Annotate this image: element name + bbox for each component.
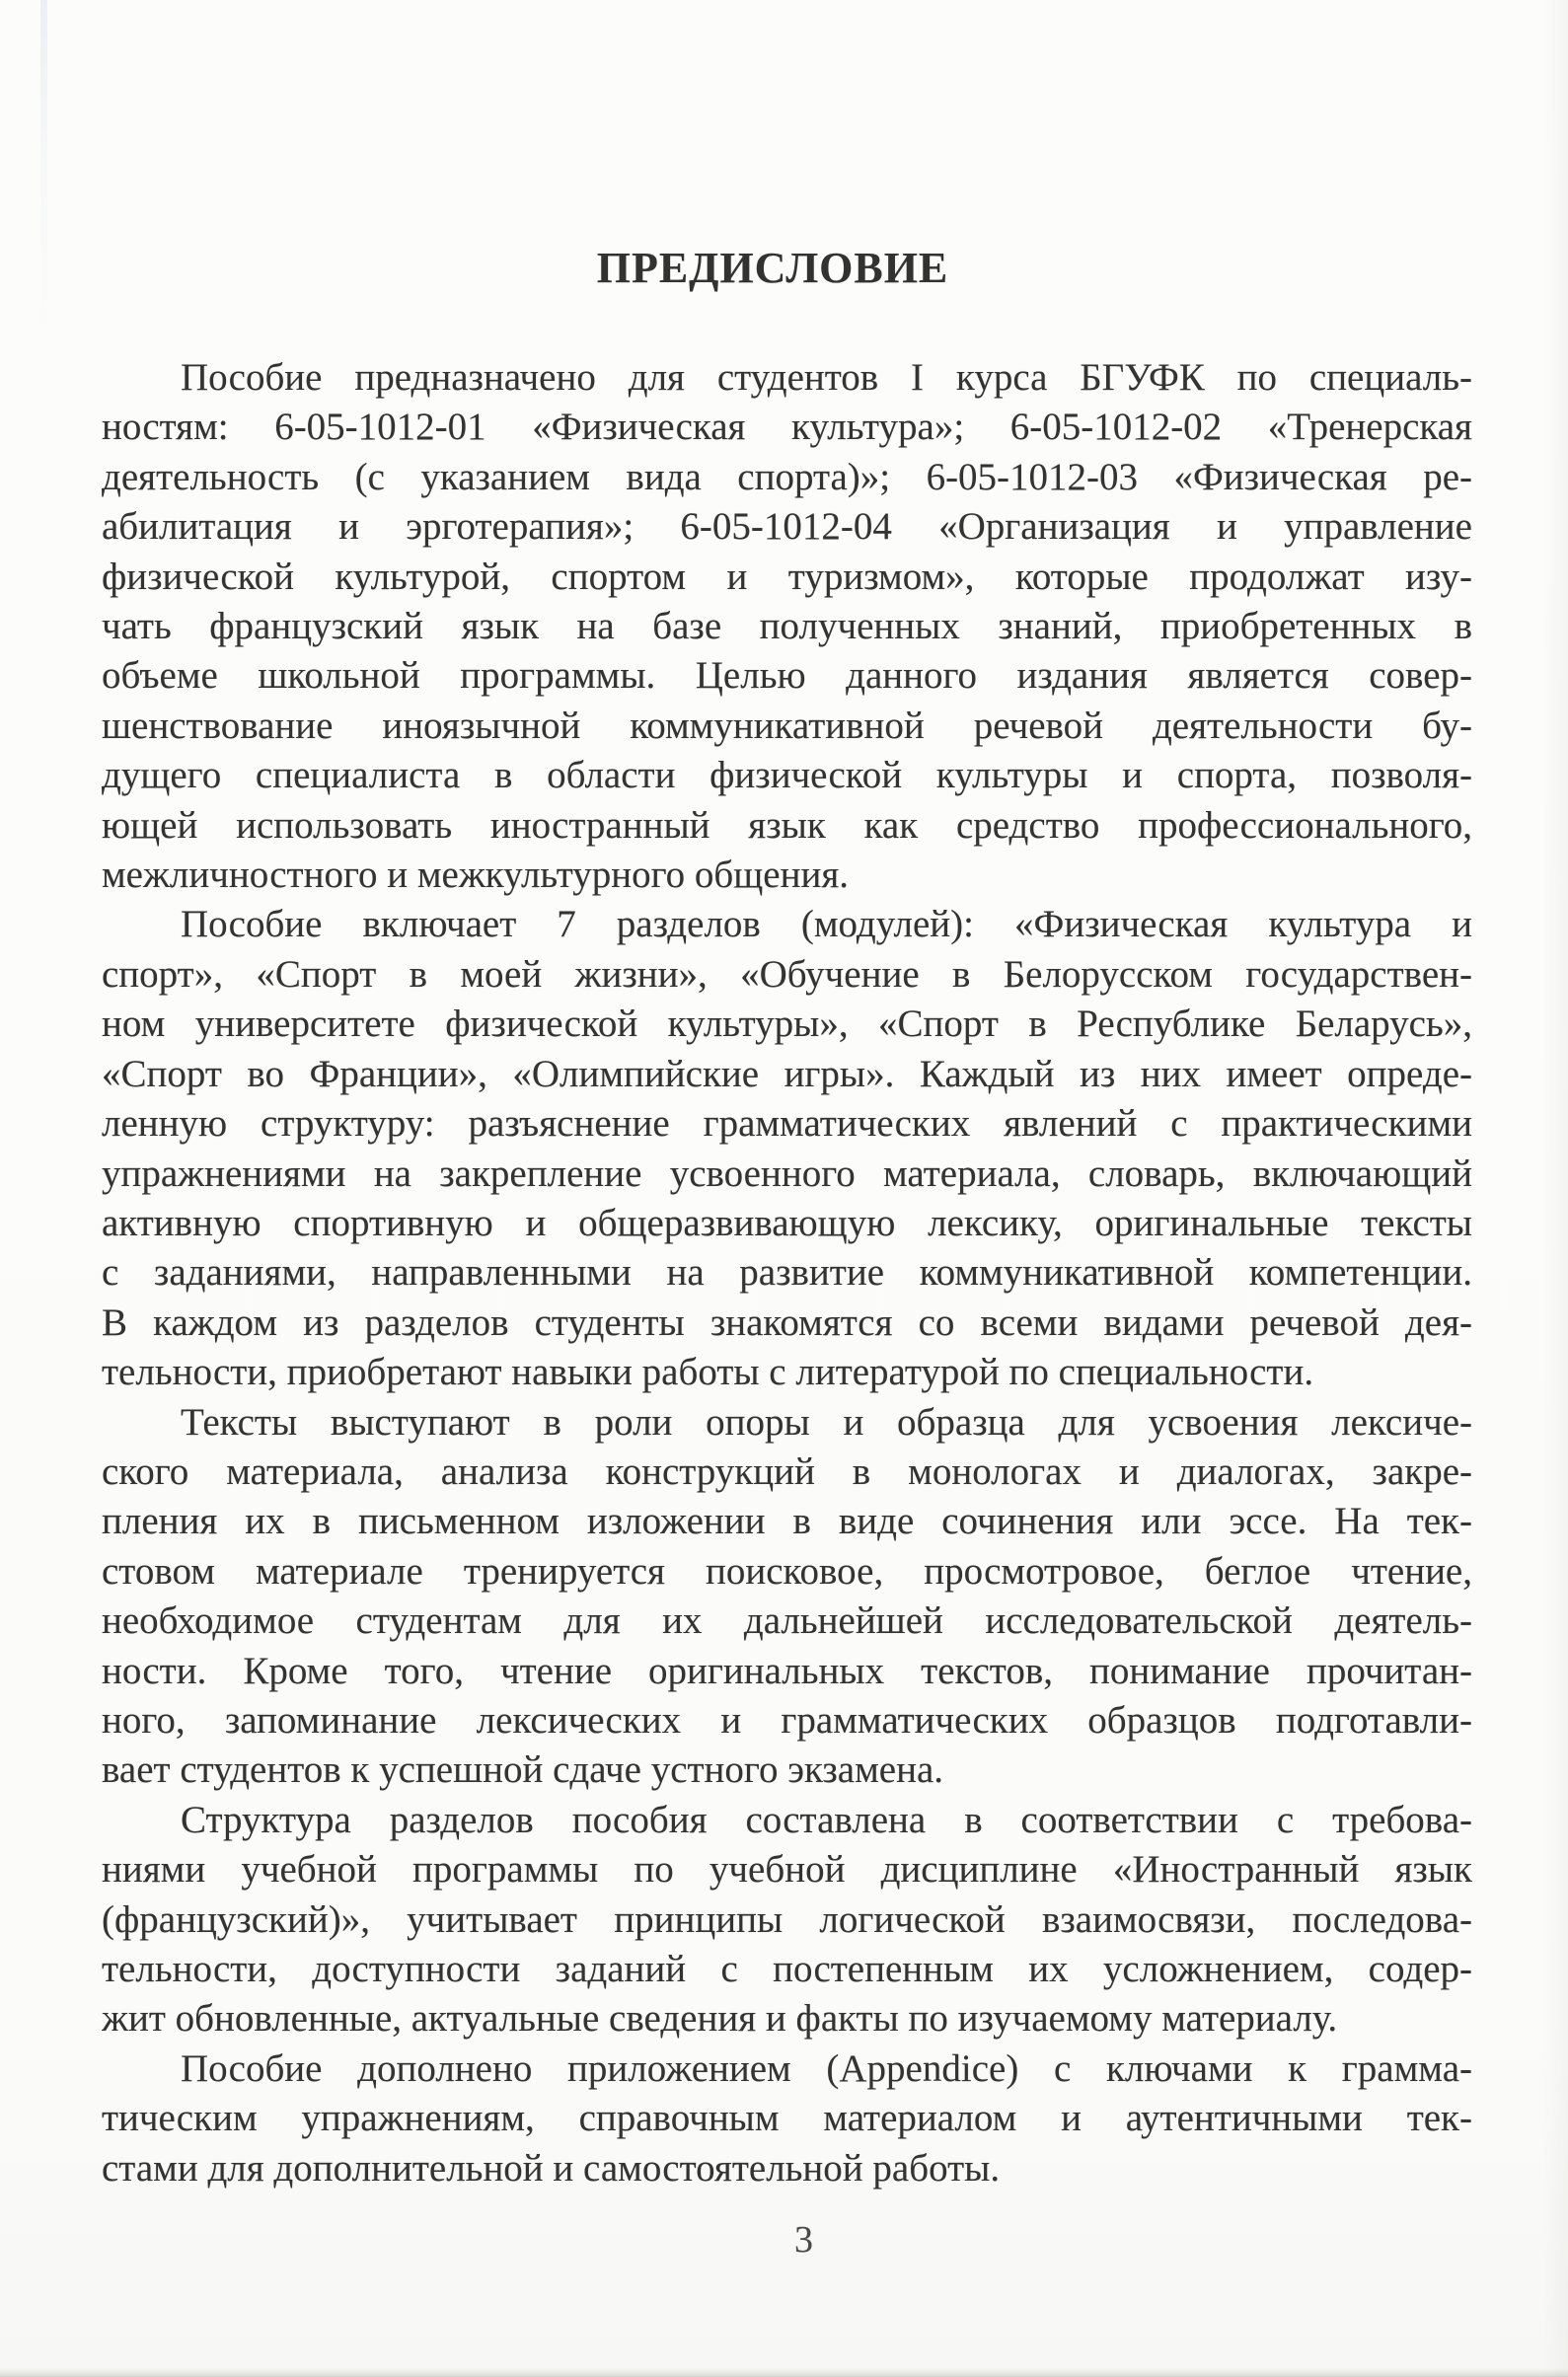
text-line: пления их в письменном изложении в виде сочинения или эссе. На тек-	[102, 1500, 1472, 1543]
text-line: с заданиями, направленными на развитие коммуникативной компетенции.	[102, 1251, 1472, 1295]
scan-bottom-edge-artifact	[0, 2368, 1568, 2377]
text-line: спорт», «Спорт в моей жизни», «Обучение в Белорусском государствен-	[102, 952, 1472, 996]
text-line: ности. Кроме того, чтение оригинальных текстов, понимание прочитан-	[102, 1649, 1472, 1692]
paragraph	[102, 1796, 1472, 2044]
text-line: чать французский язык на базе полученных знаний, приобретенных в	[102, 605, 1472, 648]
text-line: Тексты выступают в роли опоры и образца для усвоения лексиче-	[181, 1400, 1472, 1444]
text-line: Пособие предназначено для студентов I курса БГУФК по специаль-	[181, 356, 1472, 399]
page-title: ПРЕДИСЛОВИЕ	[596, 244, 949, 292]
text-line: ющей использовать иностранный язык как средство профессионального,	[102, 803, 1472, 847]
text-line: дущего специалиста в области физической культуры и спорта, позволя-	[102, 754, 1472, 797]
text-line: Пособие дополнено приложением (Appendice) с ключами к грамма-	[181, 2046, 1472, 2090]
text-line: тическим упражнениям, справочным материалом и аутентичными тек-	[102, 2097, 1472, 2140]
text-line: стовом материале тренируется поисковое, просмотровое, беглое чтение,	[102, 1549, 1472, 1593]
text-line: «Спорт во Франции», «Олимпийские игры». Каждый из них имеет опреде-	[102, 1052, 1472, 1095]
text-line: шенствование иноязычной коммуникативной речевой деятельности бу-	[102, 704, 1472, 747]
text-line: ном университете физической культуры», «Спорт в Республике Беларусь»,	[102, 1003, 1472, 1046]
scan-right-edge-shading	[1542, 0, 1568, 2377]
text-line: Пособие включает 7 разделов (модулей): «Физическая культура и	[181, 903, 1472, 946]
text-line: ленную структуру: разъяснение грамматических явлений с практическими	[102, 1102, 1472, 1146]
scan-streak-artifact	[40, 0, 47, 345]
text-line: Структура разделов пособия составлена в соответствии с требова-	[181, 1798, 1472, 1841]
text-line: межличностного и межкультурного общения.	[102, 854, 850, 897]
text-line: тельности, приобретают навыки работы с литературой по специальности.	[102, 1351, 1314, 1394]
preface-text	[102, 353, 1472, 2193]
text-line: стами для дополнительной и самостоятельной работы.	[102, 2146, 1001, 2190]
text-line: жит обновленные, актуальные сведения и факты по изучаемому материалу.	[102, 1997, 1338, 2041]
text-line: абилитация и эрготерапия»; 6-05-1012-04 «Организация и управление	[102, 505, 1472, 549]
text-line: (французский)», учитывает принципы логической взаимосвязи, последова-	[102, 1897, 1472, 1941]
page-number: 3	[794, 2219, 813, 2261]
text-line: вает студентов к успешной сдаче устного экзамена.	[102, 1748, 944, 1792]
text-line: деятельность (с указанием вида спорта)»; 6-05-1012-03 «Физическая ре-	[102, 455, 1472, 498]
text-line: ного, запоминание лексических и грамматических образцов подготавли-	[102, 1698, 1472, 1742]
text-line: тельности, доступности заданий с постепенным их усложнением, содер-	[102, 1948, 1472, 1990]
paragraph	[102, 353, 1472, 900]
text-line: ниями учебной программы по учебной дисциплине «Иностранный язык	[102, 1848, 1472, 1892]
text-line: необходимое студентам для их дальнейшей исследовательской деятель-	[102, 1599, 1472, 1643]
text-line: ского материала, анализа конструкций в монологах и диалогах, закре-	[102, 1449, 1472, 1493]
text-line: В каждом из разделов студенты знакомятся со всеми видами речевой дея-	[102, 1300, 1472, 1344]
text-line: физической культурой, спортом и туризмом», которые продолжат изу-	[102, 555, 1472, 598]
text-line: упражнениями на закрепление усвоенного материала, словарь, включающий	[102, 1151, 1472, 1195]
text-line: активную спортивную и общеразвивающую лексику, оригинальные тексты	[102, 1201, 1472, 1244]
paragraph	[102, 1398, 1472, 1796]
text-line: объеме школьной программы. Целью данного издания является совер-	[102, 654, 1472, 698]
text-line: ностям: 6-05-1012-01 «Физическая культура»; 6-05-1012-02 «Тренерская	[102, 406, 1472, 449]
paragraph	[102, 900, 1472, 1397]
paragraph	[102, 2044, 1472, 2193]
